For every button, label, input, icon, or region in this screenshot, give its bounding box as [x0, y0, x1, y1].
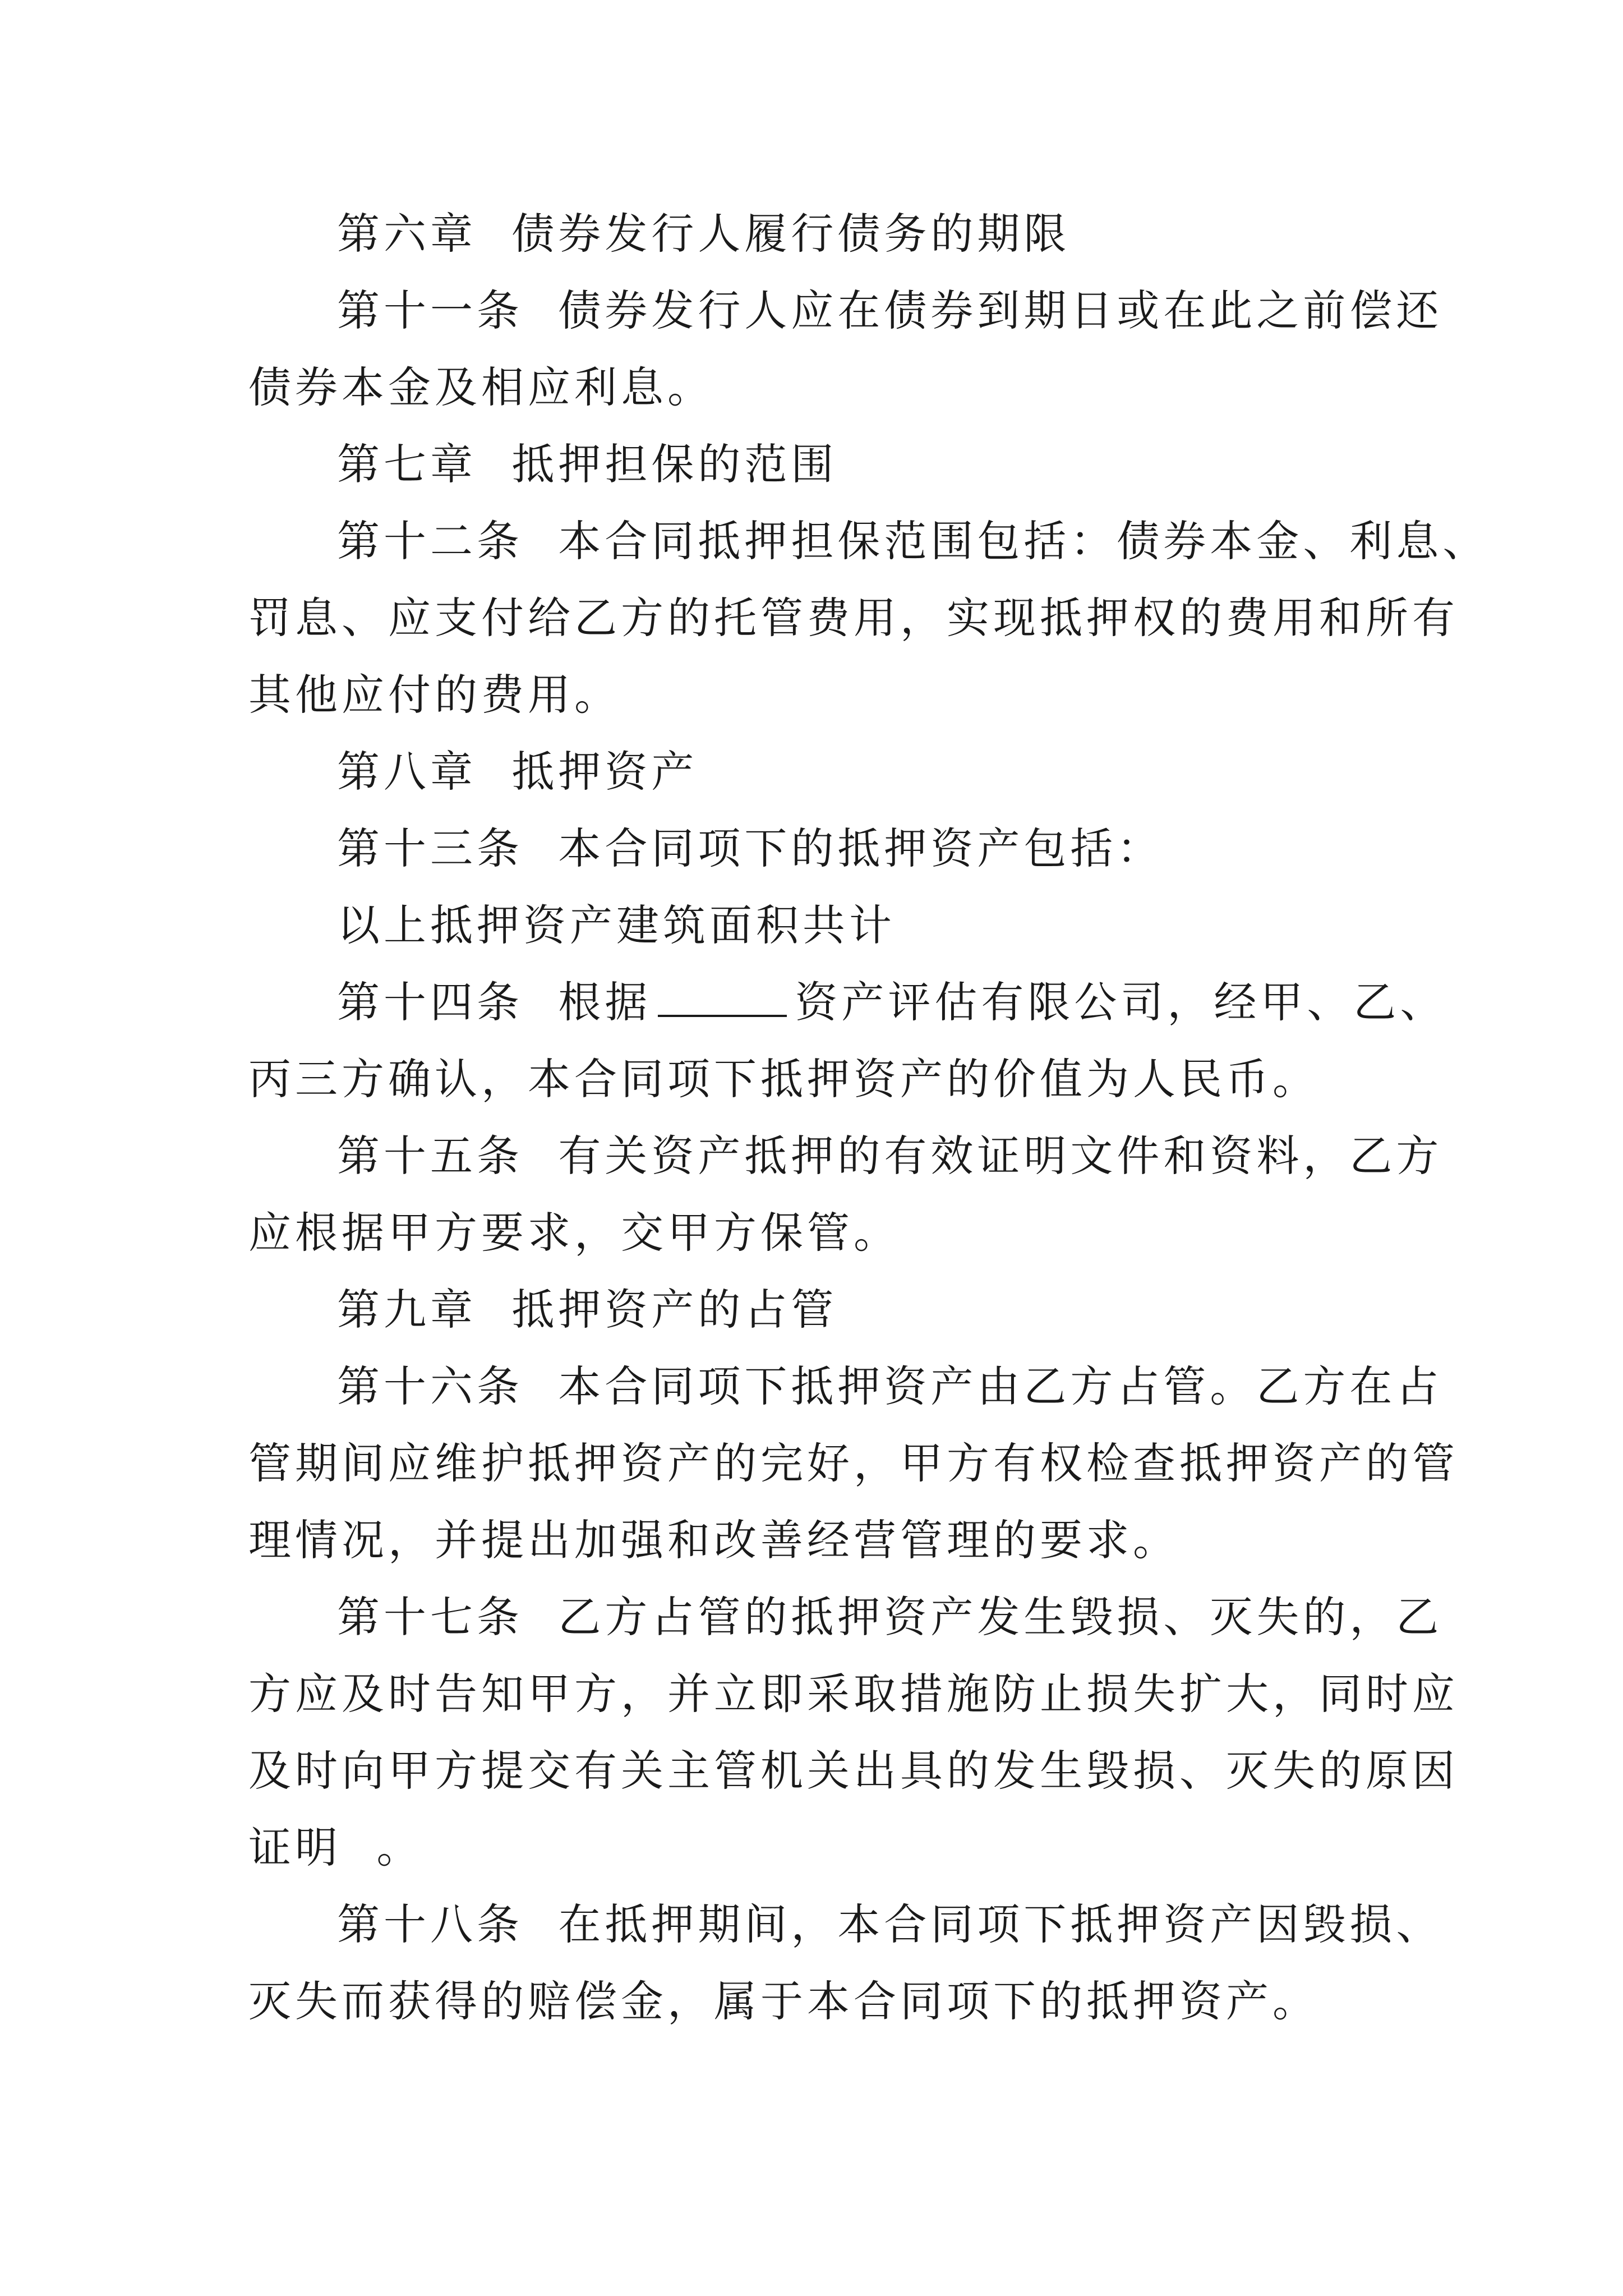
- article-11-line-2: 债券本金及相应利息。: [248, 362, 714, 412]
- article-16-line-2: 管期间应维护抵押资产的完好，甲方有权检查抵押资产的管: [248, 1438, 1459, 1488]
- article-17-line-1: 第十七条 乙方占管的抵押资产发生毁损、灭失的，乙: [337, 1592, 1443, 1642]
- article-12-line-2: 罚息、应支付给乙方的托管费用，实现抵押权的费用和所有: [248, 593, 1459, 643]
- article-18-line-2: 灭失而获得的赔偿金，属于本合同项下的抵押资产。: [248, 1976, 1319, 2026]
- chapter-6-heading: 第六章 债券发行人履行债务的期限: [337, 209, 1071, 259]
- chapter-8-heading: 第八章 抵押资产: [337, 747, 698, 797]
- article-17-line-4: 证明 。: [248, 1823, 423, 1872]
- document-body: [248, 195, 1490, 2040]
- article-16-line-3: 理情况，并提出加强和改善经营管理的要求。: [248, 1515, 1179, 1565]
- article-17-line-3: 及时向甲方提交有关主管机关出具的发生毁损、灭失的原因: [248, 1746, 1459, 1796]
- article-13-line-1: 第十三条 本合同项下的抵押资产包括：: [337, 823, 1164, 873]
- article-15-line-2: 应根据甲方要求，交甲方保管。: [248, 1208, 900, 1258]
- chapter-7-heading: 第七章 抵押担保的范围: [337, 439, 838, 489]
- article-17-line-2: 方应及时告知甲方，并立即采取措施防止损失扩大，同时应: [248, 1669, 1459, 1719]
- article-14-line-2: 丙三方确认，本合同项下抵押资产的价值为人民币。: [248, 1054, 1319, 1104]
- article-12-line-1: 第十二条 本合同抵押担保范围包括：债券本金、利息、: [337, 516, 1490, 566]
- article-15-line-1: 第十五条 有关资产抵押的有效证明文件和资料，乙方: [337, 1131, 1443, 1181]
- article-14-text-after-blank: 资产评估有限公司，经甲、乙、: [795, 977, 1447, 1027]
- article-14-text-before-blank: 第十四条 根据: [337, 977, 652, 1027]
- article-13-line-2: 以上抵押资产建筑面积共计: [337, 900, 896, 950]
- article-11-line-1: 第十一条 债券发行人应在债券到期日或在此之前偿还: [337, 286, 1443, 335]
- chapter-9-heading: 第九章 抵押资产的占管: [337, 1285, 838, 1335]
- article-12-line-3: 其他应付的费用。: [248, 670, 621, 720]
- article-18-line-1: 第十八条 在抵押期间，本合同项下抵押资产因毁损、: [337, 1899, 1443, 1949]
- article-14-line-1: [248, 964, 1447, 1041]
- article-16-line-1: 第十六条 本合同项下抵押资产由乙方占管。乙方在占: [337, 1361, 1443, 1411]
- fill-in-blank: [658, 979, 787, 1017]
